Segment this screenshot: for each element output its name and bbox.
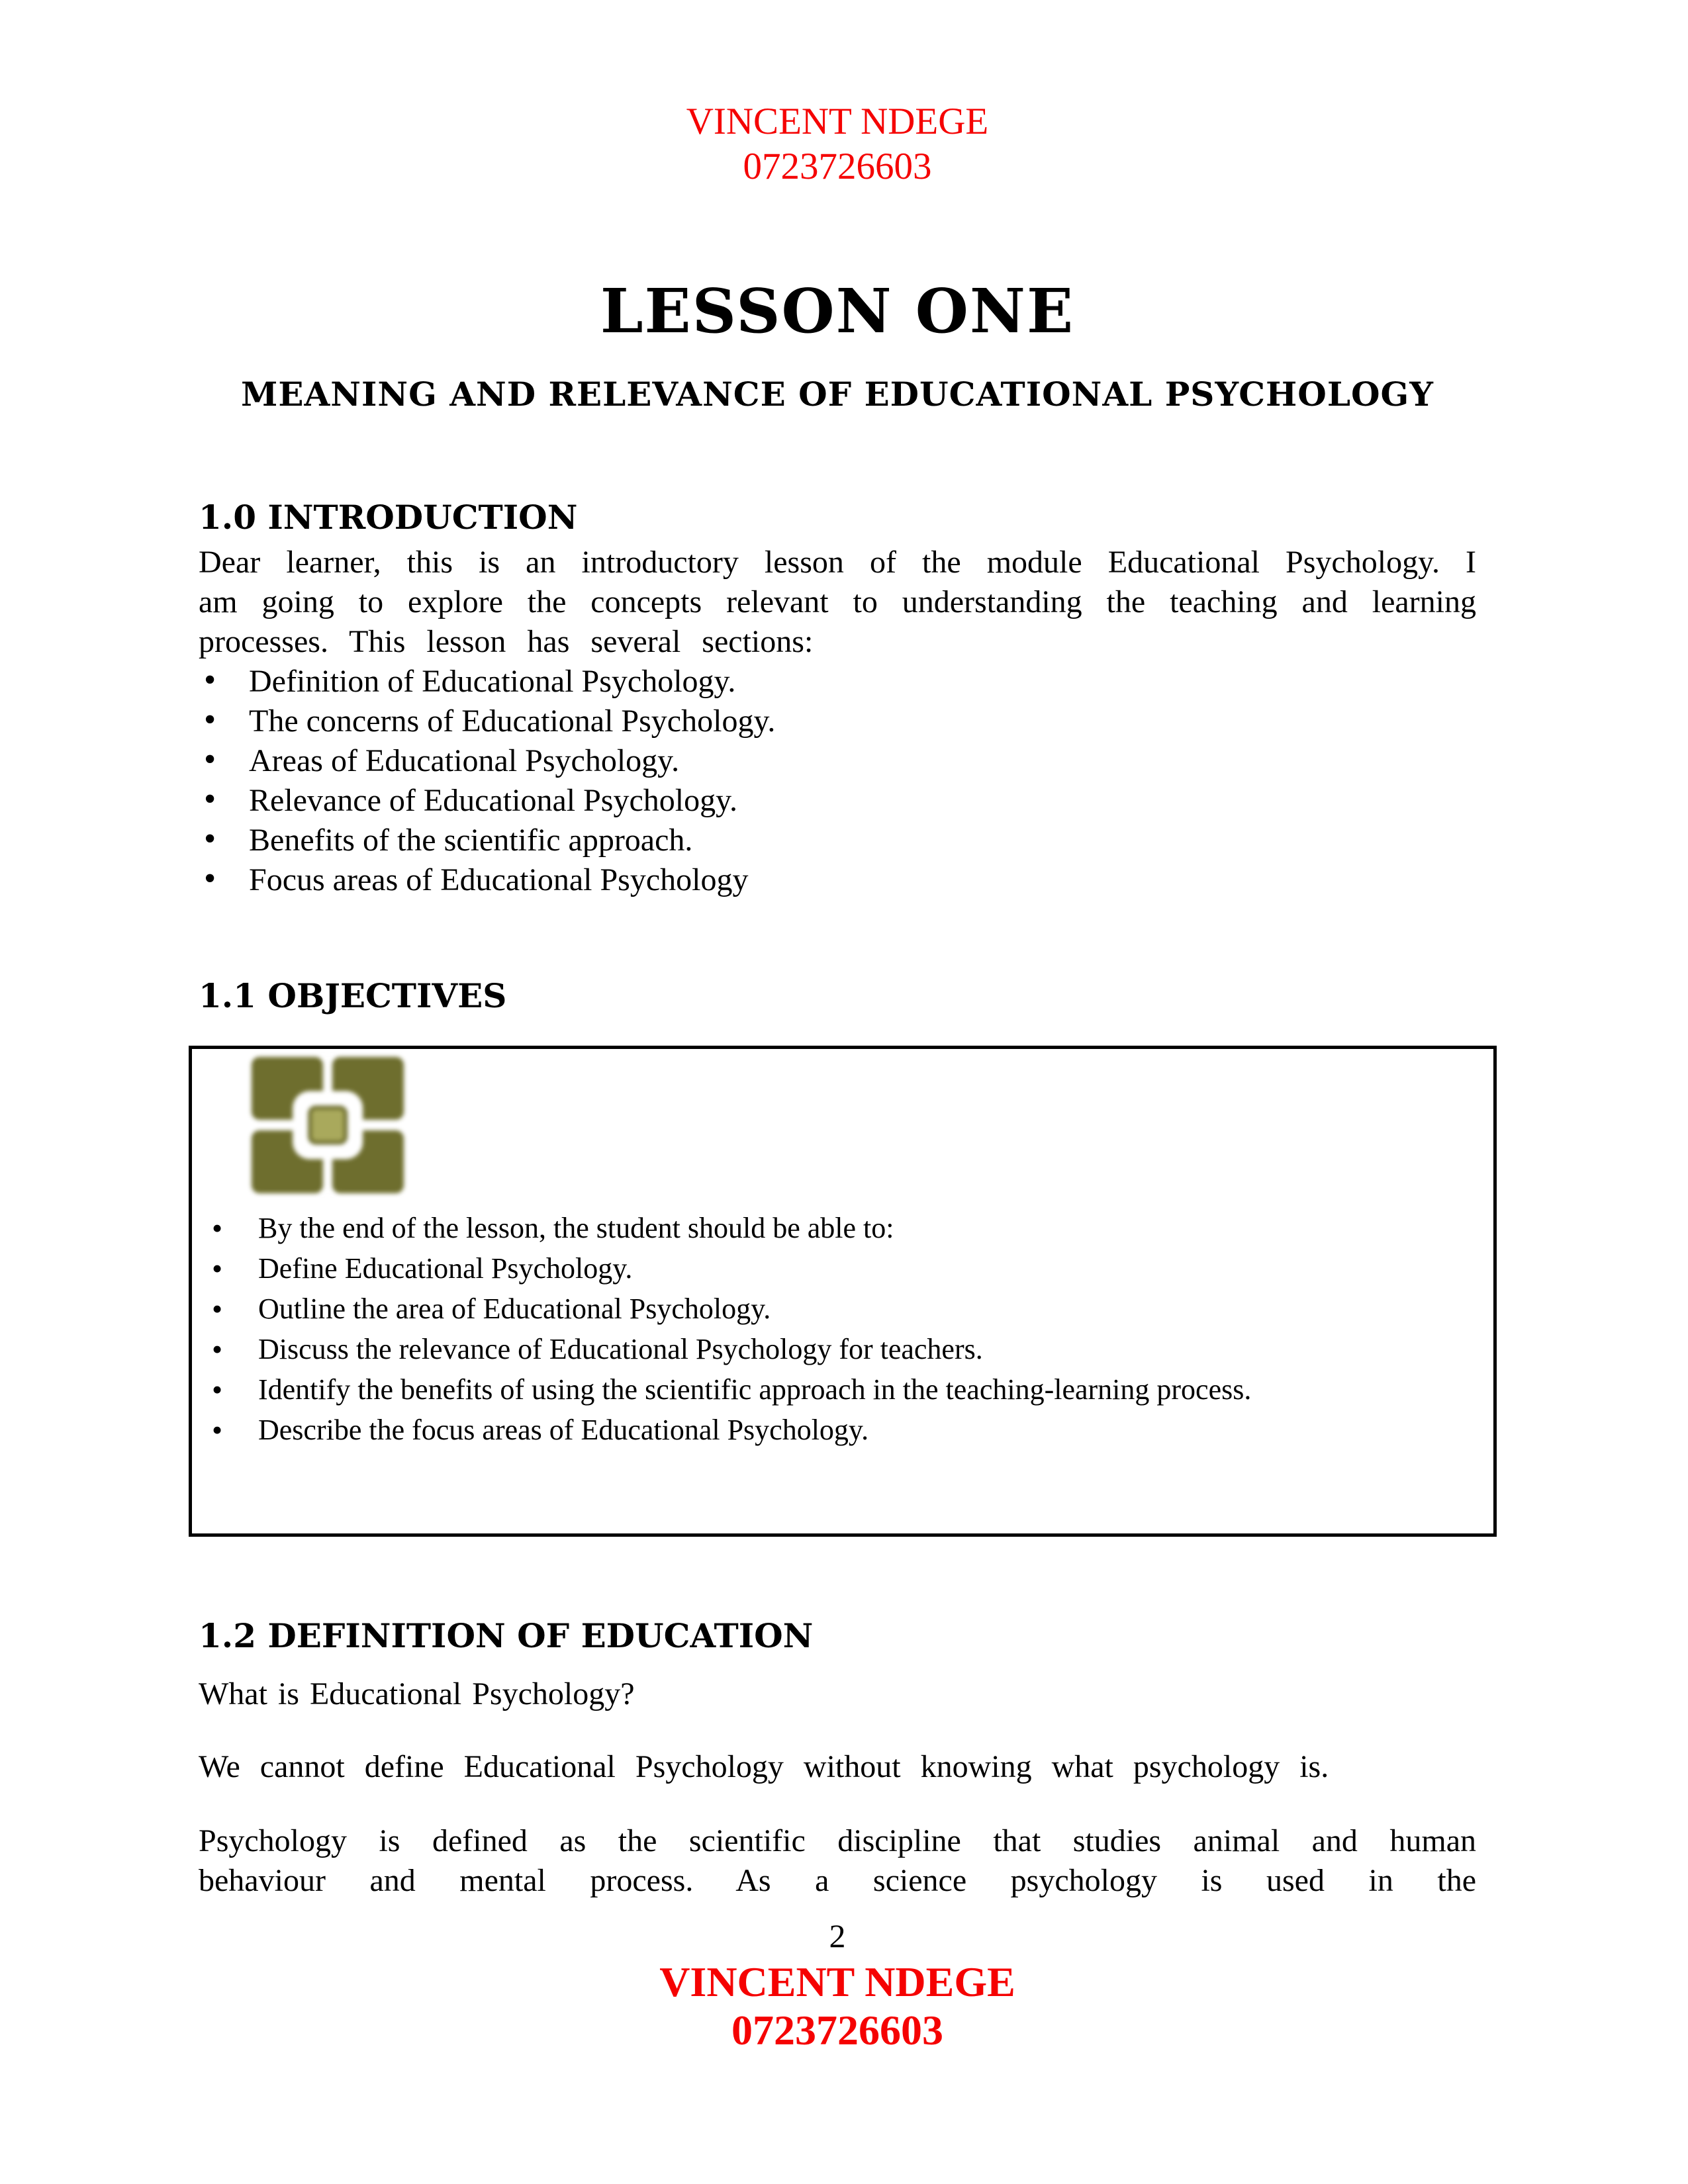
intro-bullet-text: The concerns of Educational Psychology. (249, 704, 776, 739)
definition-paragraph-2: Psychology is defined as the scientific discipline that studies animal and human behaviour and mental process. As a science psychology is used in the (199, 1823, 1476, 1898)
header-phone-number: 0723726603 (743, 146, 932, 187)
objective-bullet-text: Discuss the relevance of Educational Psychology for teachers. (258, 1333, 983, 1365)
objective-bullet-text: Identify the benefits of using the scientific approach in the teaching-learning process. (258, 1373, 1252, 1406)
intro-bullet-text: Areas of Educational Psychology. (249, 743, 680, 778)
bullet-dot-icon: • (204, 661, 216, 699)
definition-question-line: What is Educational Psychology? (199, 1676, 635, 1711)
bullet-dot-icon: • (212, 1413, 223, 1447)
intro-bullet-item (199, 821, 1476, 860)
objective-bullet-item (211, 1248, 1480, 1289)
objective-bullet-item (211, 1329, 1480, 1369)
icon-center-ring (293, 1091, 363, 1160)
section-heading-objectives: 1.1 OBJECTIVES (199, 976, 507, 1015)
intro-bullet-item (199, 702, 1476, 741)
objectives-clipart-icon (252, 1057, 404, 1193)
section-heading-definition: 1.2 DEFINITION OF EDUCATION (199, 1616, 814, 1655)
intro-bullet-item (199, 741, 1476, 781)
bullet-dot-icon: • (212, 1292, 223, 1326)
bullet-dot-icon: • (204, 741, 216, 778)
page-number: 2 (829, 1917, 846, 1954)
objective-bullet-text: Define Educational Psychology. (258, 1252, 633, 1285)
objective-bullet-item (211, 1410, 1480, 1450)
objective-bullet-text: Outline the area of Educational Psychology. (258, 1293, 771, 1325)
objectives-box (189, 1046, 1497, 1537)
bullet-dot-icon: • (212, 1332, 223, 1366)
intro-bullet-text: Benefits of the scientific approach. (249, 823, 693, 858)
objective-bullet-item (211, 1369, 1480, 1410)
objective-bullet-item (211, 1289, 1480, 1329)
footer-author-name: VINCENT NDEGE (659, 1958, 1015, 2005)
intro-bullet-item (199, 662, 1476, 702)
lesson-subtitle: MEANING AND RELEVANCE OF EDUCATIONAL PSYCHOLOGY (241, 375, 1434, 414)
bullet-dot-icon: • (204, 780, 216, 818)
intro-bullet-item (199, 860, 1476, 900)
bullet-dot-icon: • (212, 1251, 223, 1285)
bullet-dot-icon: • (212, 1211, 223, 1245)
bullet-dot-icon: • (212, 1373, 223, 1406)
header-author-name: VINCENT NDEGE (686, 101, 989, 142)
intro-bullet-item (199, 781, 1476, 821)
bullet-dot-icon: • (204, 701, 216, 739)
bullet-dot-icon: • (204, 820, 216, 858)
definition-paragraph-1: We cannot define Educational Psychology without knowing what psychology is. (199, 1749, 1329, 1784)
objective-bullet-item (211, 1208, 1480, 1248)
introduction-bullet-list (199, 662, 1476, 900)
page-header (199, 99, 1476, 189)
objectives-bullet-list (211, 1208, 1480, 1450)
bullet-dot-icon: • (204, 860, 216, 897)
section-heading-introduction: 1.0 INTRODUCTION (199, 498, 578, 537)
page-footer (199, 1958, 1476, 2054)
intro-bullet-text: Definition of Educational Psychology. (249, 664, 736, 699)
footer-phone-number: 0723726603 (731, 2007, 943, 2054)
icon-center-core (308, 1105, 347, 1145)
objective-bullet-text: By the end of the lesson, the student should be able to: (258, 1212, 894, 1244)
lesson-title: LESSON ONE (600, 275, 1075, 347)
intro-bullet-text: Focus areas of Educational Psychology (249, 862, 749, 897)
intro-bullet-text: Relevance of Educational Psychology. (249, 783, 737, 818)
objective-bullet-text: Describe the focus areas of Educational Psychology. (258, 1414, 869, 1446)
introduction-paragraph: Dear learner, this is an introductory lesson of the module Educational Psychology. I am going to explore the concepts relevant to understanding the teaching and learning processes. This lesson has several sections: (199, 545, 1476, 659)
